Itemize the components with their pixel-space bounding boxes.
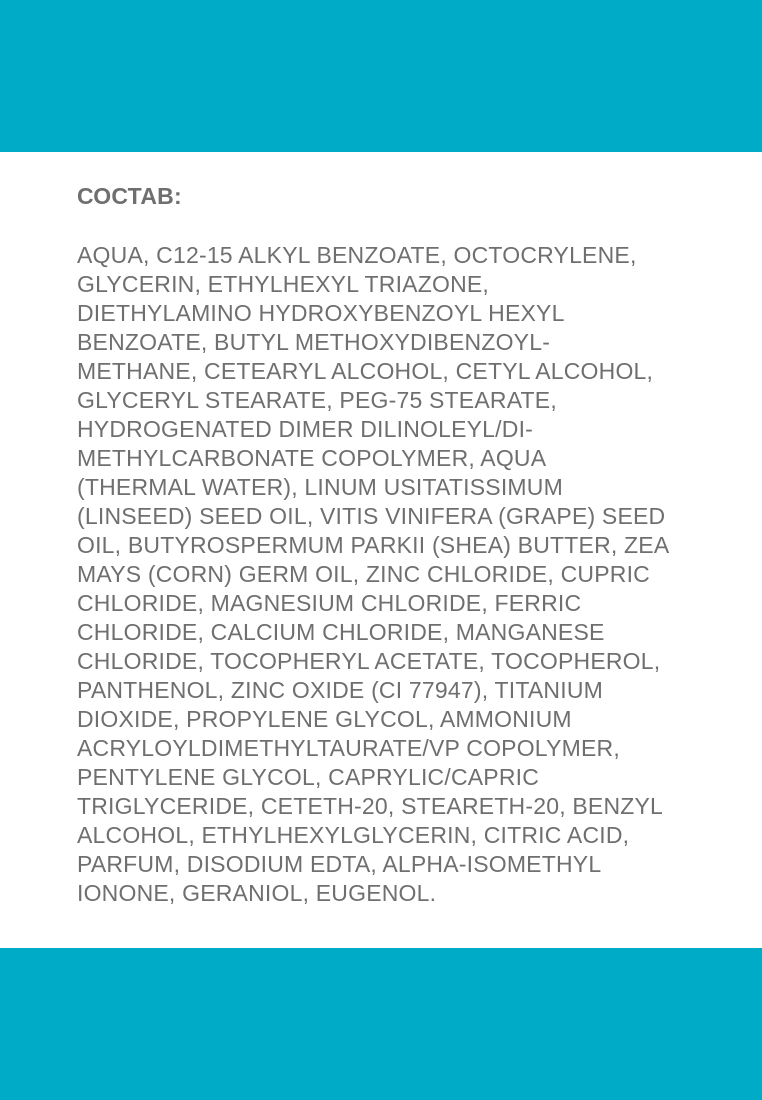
ingredients-list [77, 241, 677, 908]
ingredients-line: (LINSEED) SEED OIL, VITIS VINIFERA (GRAPE) SEED [77, 503, 666, 529]
bottom-accent-band [0, 948, 762, 1100]
ingredients-line: DIOXIDE, PROPYLENE GLYCOL, AMMONIUM [77, 706, 572, 732]
ingredients-line: (THERMAL WATER), LINUM USITATISSIMUM [77, 474, 563, 500]
ingredients-line: ALCOHOL, ETHYLHEXYLGLYCERIN, CITRIC ACID, [77, 822, 630, 848]
ingredients-line: ACRYLOYLDIMETHYLTAURATE/VP COPOLYMER, [77, 735, 620, 761]
ingredients-line: GLYCERYL STEARATE, PEG-75 STEARATE, [77, 387, 557, 413]
ingredients-line: PARFUM, DISODIUM EDTA, ALPHA-ISOMETHYL [77, 851, 602, 877]
ingredients-line: GLYCERIN, ETHYLHEXYL TRIAZONE, [77, 271, 490, 297]
ingredients-line: CHLORIDE, TOCOPHERYL ACETATE, TOCOPHEROL, [77, 648, 661, 674]
ingredients-line: TRIGLYCERIDE, CETETH-20, STEARETH-20, BENZYL [77, 793, 664, 819]
ingredients-line: IONONE, GERANIOL, EUGENOL. [77, 880, 437, 906]
ingredients-line: MAYS (CORN) GERM OIL, ZINC CHLORIDE, CUPRIC [77, 561, 650, 587]
ingredients-line: PENTYLENE GLYCOL, CAPRYLIC/CAPRIC [77, 764, 540, 790]
top-accent-band [0, 0, 762, 152]
ingredients-line: AQUA, C12-15 ALKYL BENZOATE, OCTOCRYLENE, [77, 242, 637, 268]
ingredients-line: HYDROGENATED DIMER DILINOLEYL/DI- [77, 416, 534, 442]
ingredients-line: OIL, BUTYROSPERMUM PARKII (SHEA) BUTTER, ZEA [77, 532, 670, 558]
ingredients-line: DIETHYLAMINO HYDROXYBENZOYL HEXYL [77, 300, 565, 326]
ingredients-line: METHANE, CETEARYL ALCOHOL, CETYL ALCOHOL, [77, 358, 654, 384]
ingredients-line: BENZOATE, BUTYL METHOXYDIBENZOYL- [77, 329, 551, 355]
ingredients-line: METHYLCARBONATE COPOLYMER, AQUA [77, 445, 547, 471]
ingredients-line: CHLORIDE, MAGNESIUM CHLORIDE, FERRIC [77, 590, 582, 616]
ingredients-line: PANTHENOL, ZINC OXIDE (CI 77947), TITANIUM [77, 677, 603, 703]
composition-heading: СОСТАВ: [77, 183, 182, 209]
composition-section [77, 181, 677, 908]
ingredients-line: CHLORIDE, CALCIUM CHLORIDE, MANGANESE [77, 619, 605, 645]
